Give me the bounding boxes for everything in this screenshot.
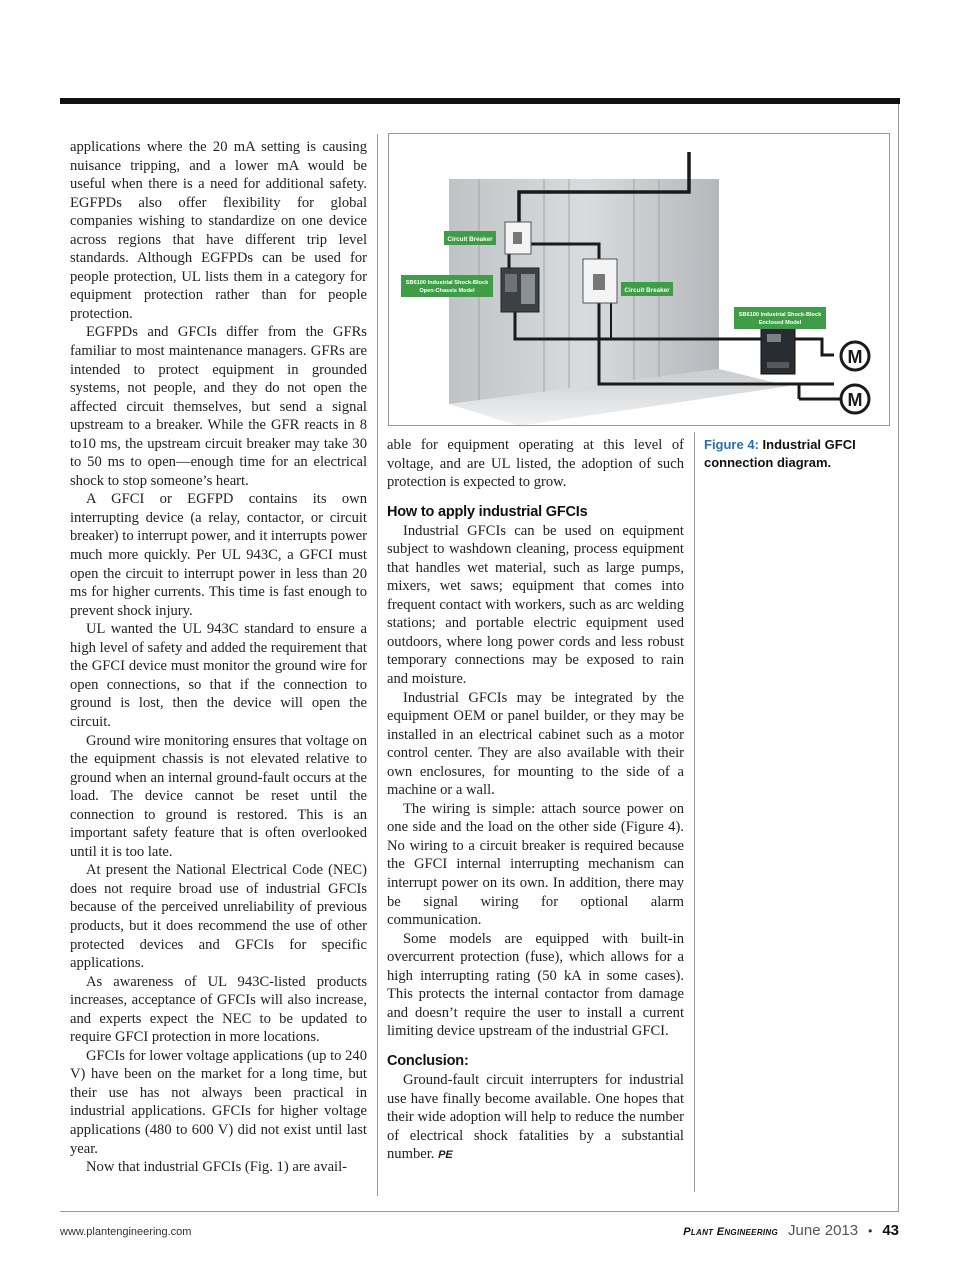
frame-right-rule <box>898 104 899 1212</box>
label-enclosed-line1: SB6100 Industrial Shock-Block <box>738 312 822 318</box>
paragraph: As awareness of UL 943C-listed products increases, acceptance of GFCIs will also increase, and experts expect the NEC to be updated to require GFCI protection in more locations. <box>70 973 367 1046</box>
frame-bottom-rule <box>60 1211 899 1212</box>
end-mark: PE <box>438 1149 453 1162</box>
section-heading: How to apply industrial GFCIs <box>387 503 588 520</box>
issue-date: June 2013 <box>788 1222 859 1239</box>
caption-text: Industrial GFCI connection diagram. <box>704 437 856 470</box>
paragraph: EGFPDs and GFCIs differ from the GFRs familiar to most maintenance managers. GFRs are intended to protect equipment in grounded systems, not people, and they do not open the affected circuit themselves, but send a signal upstream to a breaker. While the GFR reacts in 8 to10 ms, the upstream circuit breaker may take 30 to 50 ms to open—enough time for an electrical shock to stop someone’s heart. <box>70 324 367 489</box>
paragraph: Some models are equipped with built-in overcurrent protection (fuse), which allows for a high interrupting rating (50 kA in some cases). This protects the internal contactor from damage and doesn’t require the user to install a current limiting device upstream of the industrial GFCI. <box>387 930 684 1040</box>
paragraph <box>387 1071 684 1165</box>
paragraph: applications where the 20 mA setting is causing nuisance tripping, and a lower mA would be useful when there is a need for additional safety. EGFPDs also offer flexibility for global companies wishing to standardize on one device across regions that have different trip level standards. Although EGFPDs can be used for people protection, UL lists them in a category for equipment protection rather than for people protection. <box>70 139 367 322</box>
label-enclosed-line2: Enclosed Model <box>758 320 802 326</box>
paragraph: A GFCI or EGFPD contains its own interrupting device (a relay, contactor, or circuit breaker) to interrupt power, and it interrupts power much more quickly. Per UL 943C, a GFCI must open the circuit to interrupt power in less than 20 ms for higher currents. This time is fast enough to prevent shock injury. <box>70 491 367 619</box>
footer-folio <box>683 1222 899 1239</box>
paragraph: At present the National Electrical Code (NEC) does not require broad use of industrial GFCIs because of the perceived unreliability of previous products, but it does recommend the use of other protected devices and GFCIs for specific applications. <box>70 862 367 972</box>
label-circuit-breaker-2: Circuit Breaker <box>624 287 670 294</box>
paragraph: Ground wire monitoring ensures that voltage on the equipment chassis is not elevated relative to ground when an internal ground-fault occurs at the load. The device cannot be reset until the connection to ground is restored. This is an important safety feature that is often overlooked until it is too late. <box>70 732 367 860</box>
conclusion-text: Ground-fault circuit interrupters for industrial use have finally become available. One hopes that their wide adoption will help to reduce the number of electrical shock fatalities by a substantial number. <box>387 1071 684 1163</box>
figure-4-diagram <box>388 133 890 426</box>
label-open-chassis-line2: Open-Chassis Model <box>419 288 475 294</box>
label-open-chassis-line1: SB6100 Industrial Shock-Block <box>405 280 489 286</box>
magazine-name: Plant Engineering <box>683 1226 779 1238</box>
figure-caption <box>704 436 889 472</box>
header-rule <box>60 98 900 104</box>
paragraph: The wiring is simple: attach source power on one side and the load on the other side (Figure 4). No wiring to a circuit breaker is required because the GFCI internal interrupting mechanism can interrupt power on its own. In addition, there may be signal wiring for optional alarm communication. <box>387 800 684 929</box>
page-number: 43 <box>882 1222 899 1239</box>
caption-label: Figure 4: <box>704 437 759 452</box>
paragraph: able for equipment operating at this level of voltage, and are UL listed, the adoption of such protection is expected to grow. <box>387 437 684 491</box>
gfci-connection-diagram <box>389 134 889 425</box>
paragraph: GFCIs for lower voltage applications (up to 240 V) have been on the market for a long time, but their use has not always been practical in industrial applications. GFCIs for higher voltage applications (480 to 600 V) did not exist until last year. <box>70 1047 367 1157</box>
column-rule-1 <box>377 134 378 1196</box>
article-column-1 <box>70 138 367 1177</box>
paragraph: UL wanted the UL 943C standard to ensure a high level of safety and added the requirement that the GFCI device must monitor the ground wire for open connections, so that if the connection to ground is lost, then the device will open the circuit. <box>70 621 367 730</box>
label-circuit-breaker-1: Circuit Breaker <box>447 236 493 243</box>
footer-url: www.plantengineering.com <box>60 1226 192 1238</box>
article-column-2 <box>387 436 684 1165</box>
paragraph: Industrial GFCIs may be integrated by the equipment OEM or panel builder, or they may be installed in an electrical cabinet such as a motor control center. They are also available with their own enclosures, for mounting to the side of a machine or a wall. <box>387 689 684 799</box>
paragraph: Now that industrial GFCIs (Fig. 1) are avail- <box>86 1159 348 1176</box>
motor-2-label: M <box>847 390 863 410</box>
section-heading: Conclusion: <box>387 1052 469 1069</box>
paragraph: Industrial GFCIs can be used on equipment subject to washdown cleaning, process equipment that handles wet material, such as large pumps, mixers, wet saws; equipment that comes into frequent contact with workers, such as arc welding stations; and portable electric equipment used outdoors, where long power cords and less robust temporary connections may be exposed to rain and moisture. <box>387 522 684 688</box>
motor-1-label: M <box>847 347 863 367</box>
column-rule-2 <box>694 432 695 1192</box>
folio-separator: • <box>868 1224 873 1238</box>
